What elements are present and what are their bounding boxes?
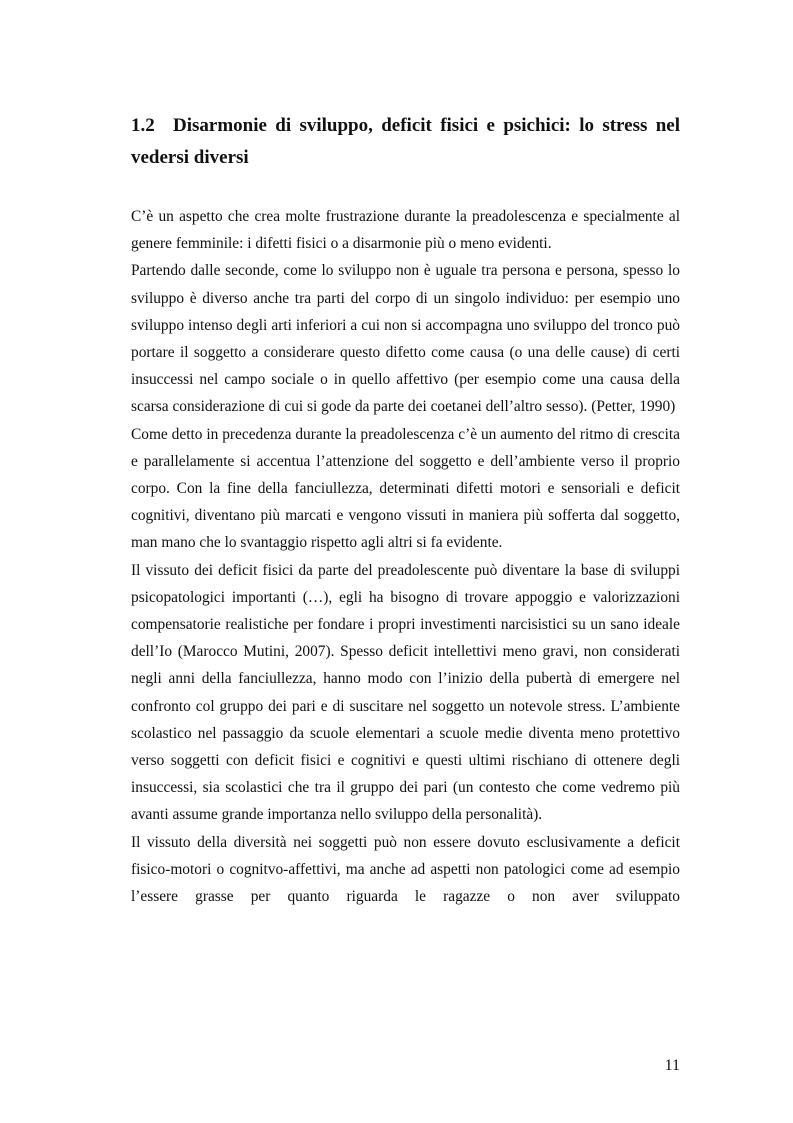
paragraph: Come detto in precedenza durante la preadolescenza c’è un aumento del ritmo di crescita e parallelamente si accentua l’attenzione del soggetto e dell’ambiente verso il proprio corpo. Con la fine della fanciullezza, determinati difetti motori e sensoriali e deficit cognitivi, diventano più marcati e vengono vissuti in maniera più sofferta dal soggetto, man mano che lo svantaggio rispetto agli altri si fa evidente. xyxy=(131,425,680,552)
paragraph: Il vissuto dei deficit fisici da parte del preadolescente può diventare la base di sviluppi psicopatologici importanti (…), egli ha bisogno di trovare appoggio e valorizzazioni compensatorie realistiche per fondare i propri investimenti narcisistici su un sano ideale dell’Io (Marocco Mutini, 2007). Spesso deficit intellettivi meno gravi, non considerati negli anni della fanciullezza, hanno modo con l’inizio della pubertà di emergere nel confronto col gruppo dei pari e di suscitare nel soggetto un notevole stress. L’ambiente scolastico nel passaggio da scuole elementari a scuole medie diventa meno protettivo verso soggetti con deficit fisici e cognitivi e questi ultimi rischiano di ottenere degli insuccessi, sia scolastici che tra il gruppo dei pari (un contesto che come vedremo più avanti assume grande importanza nello sviluppo della personalità). xyxy=(131,561,680,824)
section-heading xyxy=(131,110,680,174)
paragraph: Il vissuto della diversità nei soggetti può non essere dovuto esclusivamente a deficit fisico-motori o cognitvo-affettivi, ma anche ad aspetti non patologici come ad esempio l’essere grasse per quanto riguarda le ragazze o non aver sviluppato xyxy=(131,833,680,906)
page-number: 11 xyxy=(664,1057,680,1074)
paragraph: Partendo dalle seconde, come lo sviluppo non è uguale tra persona e persona, spesso lo sviluppo è diverso anche tra parti del corpo di un singolo individuo: per esempio uno sviluppo intenso degli arti inferiori a cui non si accompagna uno sviluppo del tronco può portare il soggetto a considerare questo difetto come causa (o una delle cause) di certi insuccessi nel campo sociale o in quello affettivo (per esempio come una causa della scarsa considerazione di cui si gode da parte dei coetanei dell’altro sesso). (Petter, 1990) xyxy=(131,262,680,416)
body-text xyxy=(131,203,680,910)
section-number: 1.2 xyxy=(131,115,155,136)
paragraph: C’è un aspetto che crea molte frustrazione durante la preadolescenza e specialmente al genere femminile: i difetti fisici o a disarmonie più o meno evidenti. xyxy=(131,208,680,253)
section-title: Disarmonie di sviluppo, deficit fisici e psichici: lo stress nel vedersi diversi xyxy=(131,115,680,168)
